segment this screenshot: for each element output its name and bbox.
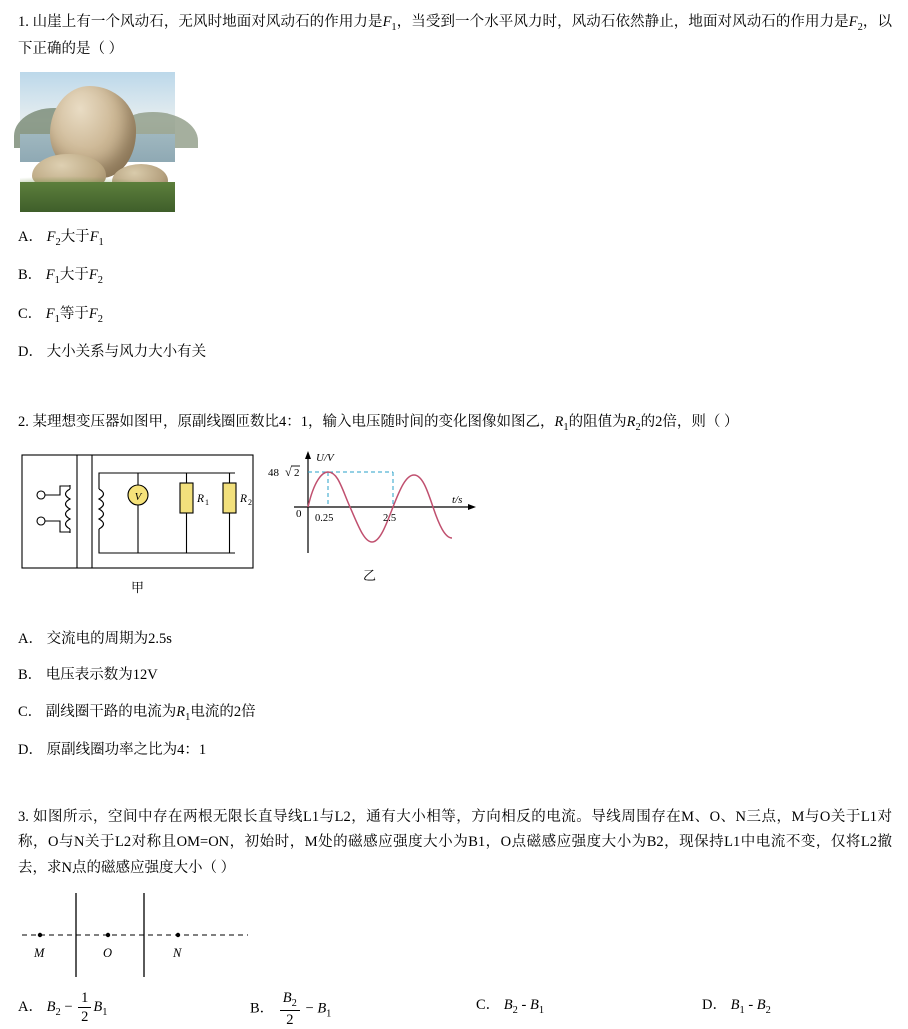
symbol-f1: F bbox=[382, 14, 392, 30]
svg-text:R: R bbox=[197, 493, 205, 506]
option-symbol2-sub: 2 bbox=[97, 313, 103, 325]
question-1-option-a bbox=[18, 226, 892, 252]
question-3-option-d bbox=[702, 993, 771, 1016]
option-symbol-sub: 1 bbox=[185, 711, 191, 723]
svg-text:2: 2 bbox=[294, 467, 300, 480]
option-text: 原副线圈功率之比为4：1 bbox=[46, 742, 207, 759]
option-label: C． bbox=[18, 703, 43, 720]
option-symbol2-sub: 1 bbox=[102, 1006, 108, 1018]
option-mid-text: 大于 bbox=[60, 228, 90, 245]
fraction-one-half bbox=[78, 989, 91, 1026]
option-label: B． bbox=[18, 667, 43, 684]
option-symbol2: F bbox=[89, 228, 99, 245]
question-1 bbox=[18, 10, 892, 364]
question-2-option-d bbox=[18, 739, 892, 762]
question-3-number: 3. bbox=[18, 809, 29, 825]
symbol-r2-sub: 2 bbox=[635, 421, 641, 433]
svg-text:0.25: 0.25 bbox=[315, 513, 334, 525]
question-2-option-b bbox=[18, 664, 892, 687]
svg-text:48: 48 bbox=[268, 467, 279, 480]
symbol-r1-sub: 1 bbox=[563, 421, 569, 433]
question-1-number: 1. bbox=[18, 14, 29, 30]
option-symbol-sub: 1 bbox=[739, 1005, 745, 1017]
option-symbol-sub: 2 bbox=[512, 1005, 518, 1017]
option-label: D． bbox=[702, 997, 727, 1014]
option-symbol: F bbox=[45, 305, 55, 322]
option-symbol2-sub: 2 bbox=[765, 1005, 771, 1017]
option-label: B． bbox=[250, 1000, 275, 1017]
question-3-option-c bbox=[476, 993, 544, 1016]
question-3-option-a bbox=[18, 989, 107, 1026]
voltage-time-graph bbox=[268, 445, 505, 570]
transformer-circuit-diagram bbox=[20, 453, 255, 573]
figure-caption-jia: 甲 bbox=[131, 580, 145, 596]
option-label: A． bbox=[18, 631, 43, 648]
question-2-stem-part1: 某理想变压器如图甲，原副线圈匝数比4：1，输入电压随时间的变化图像如图乙， bbox=[32, 414, 555, 430]
option-label: B． bbox=[18, 267, 43, 284]
fraction-denominator: 2 bbox=[81, 1009, 89, 1026]
svg-text:2.5: 2.5 bbox=[383, 513, 397, 525]
question-1-stem bbox=[18, 10, 892, 63]
option-text: 交流电的周期为2.5s bbox=[46, 631, 172, 648]
option-symbol2: B bbox=[317, 1000, 327, 1017]
option-symbol2: B bbox=[93, 999, 103, 1016]
option-label: D． bbox=[18, 344, 43, 361]
option-operator: - bbox=[521, 997, 527, 1014]
option-symbol2: F bbox=[88, 305, 98, 322]
option-operator: - bbox=[748, 997, 754, 1014]
question-1-stem-part3: ，以下正确的是（ ） bbox=[18, 14, 893, 58]
option-symbol: B bbox=[282, 990, 292, 1007]
option-symbol: B bbox=[46, 999, 56, 1016]
question-2-number: 2. bbox=[18, 414, 29, 430]
option-label: A． bbox=[18, 999, 43, 1016]
svg-text:2: 2 bbox=[248, 498, 252, 508]
question-2 bbox=[18, 410, 892, 762]
question-3-option-b bbox=[250, 989, 331, 1029]
option-symbol2-sub: 1 bbox=[326, 1008, 332, 1020]
question-3-stem-text: 如图所示，空间中存在两根无限长直导线L1与L2，通有大小相等，方向相反的电流。导线周围存在M、O、N三点，M与O关于L1对称，O与N关于L2对称且OM=ON，初始时，M处的磁感应强度大小为B1，O点磁感应强度大小为B2，现保持L1中电流不变，仅将L2撤去，求N点的磁感应强度大小（ ） bbox=[18, 809, 892, 876]
svg-text:R: R bbox=[240, 493, 248, 506]
option-symbol2: B bbox=[529, 997, 539, 1014]
option-operator: − bbox=[64, 999, 73, 1016]
option-text: 大小关系与风力大小有关 bbox=[46, 344, 207, 361]
question-2-option-a bbox=[18, 628, 892, 651]
option-symbol: F bbox=[46, 228, 56, 245]
symbol-r1: R bbox=[554, 414, 564, 430]
svg-text:U/V: U/V bbox=[316, 452, 334, 465]
symbol-f2: F bbox=[848, 14, 858, 30]
question-1-option-c bbox=[18, 303, 892, 329]
svg-text:1: 1 bbox=[205, 498, 209, 508]
figure-caption-yi: 乙 bbox=[363, 568, 377, 584]
symbol-r2: R bbox=[626, 414, 636, 430]
question-2-stem-end: 的2倍，则（ ） bbox=[640, 414, 739, 430]
option-text: 电压表示数为12V bbox=[45, 667, 158, 684]
option-operator: − bbox=[305, 1000, 314, 1017]
option-symbol: F bbox=[45, 267, 55, 284]
fraction-b2-over-2 bbox=[280, 989, 300, 1029]
symbol-f1-sub: 1 bbox=[391, 21, 397, 33]
option-label: A． bbox=[18, 228, 43, 245]
option-mid-text: 等于 bbox=[59, 305, 89, 322]
question-2-stem bbox=[18, 410, 892, 437]
question-2-figure bbox=[18, 445, 892, 610]
fraction-numerator bbox=[280, 989, 300, 1011]
option-symbol2: F bbox=[88, 267, 98, 284]
option-symbol: B bbox=[503, 997, 513, 1014]
svg-text:t/s: t/s bbox=[452, 494, 463, 507]
wind-moving-rock-photo bbox=[20, 72, 175, 212]
question-1-stem-part2: ，当受到一个水平风力时，风动石依然静止，地面对风动石的作用力是 bbox=[396, 14, 849, 30]
question-1-option-b bbox=[18, 264, 892, 290]
option-symbol2: B bbox=[756, 997, 766, 1014]
svg-text:N: N bbox=[173, 946, 182, 961]
question-2-option-c bbox=[18, 701, 892, 727]
question-2-stem-mid: 的阻值为 bbox=[568, 414, 627, 430]
question-3 bbox=[18, 805, 892, 1029]
option-label: D． bbox=[18, 742, 43, 759]
symbol-f2-sub: 2 bbox=[857, 21, 863, 33]
option-symbol-sub: 2 bbox=[55, 1006, 61, 1018]
question-3-options bbox=[18, 985, 892, 1029]
question-3-stem bbox=[18, 805, 892, 881]
question-1-stem-part1: 山崖上有一个风动石，无风时地面对风动石的作用力是 bbox=[32, 14, 383, 30]
option-label: C． bbox=[476, 997, 501, 1014]
question-1-option-d bbox=[18, 341, 892, 364]
svg-text:M: M bbox=[34, 946, 45, 961]
option-mid-text: 大于 bbox=[59, 267, 89, 284]
option-symbol2-sub: 2 bbox=[97, 275, 103, 286]
option-symbol-sub: 1 bbox=[54, 313, 60, 325]
option-symbol: B bbox=[730, 997, 740, 1014]
option-text-post: 电流的2倍 bbox=[190, 703, 256, 720]
option-symbol: R bbox=[176, 703, 186, 720]
svg-text:√: √ bbox=[285, 465, 292, 480]
option-symbol-sub: 2 bbox=[291, 998, 297, 1010]
svg-text:0: 0 bbox=[296, 508, 302, 521]
fraction-numerator: 1 bbox=[78, 989, 91, 1008]
question-3-figure bbox=[18, 887, 892, 979]
option-symbol2-sub: 1 bbox=[98, 236, 104, 248]
photo-grass bbox=[20, 182, 175, 212]
option-symbol-sub: 1 bbox=[54, 275, 60, 286]
two-wires-diagram bbox=[18, 887, 258, 979]
fraction-denominator: 2 bbox=[286, 1012, 294, 1029]
option-symbol-sub: 2 bbox=[55, 236, 61, 248]
option-text-pre: 副线圈干路的电流为 bbox=[45, 703, 177, 720]
svg-text:O: O bbox=[103, 946, 113, 961]
svg-text:V: V bbox=[134, 491, 142, 504]
option-symbol2-sub: 1 bbox=[538, 1005, 545, 1017]
option-label: C． bbox=[18, 305, 43, 322]
